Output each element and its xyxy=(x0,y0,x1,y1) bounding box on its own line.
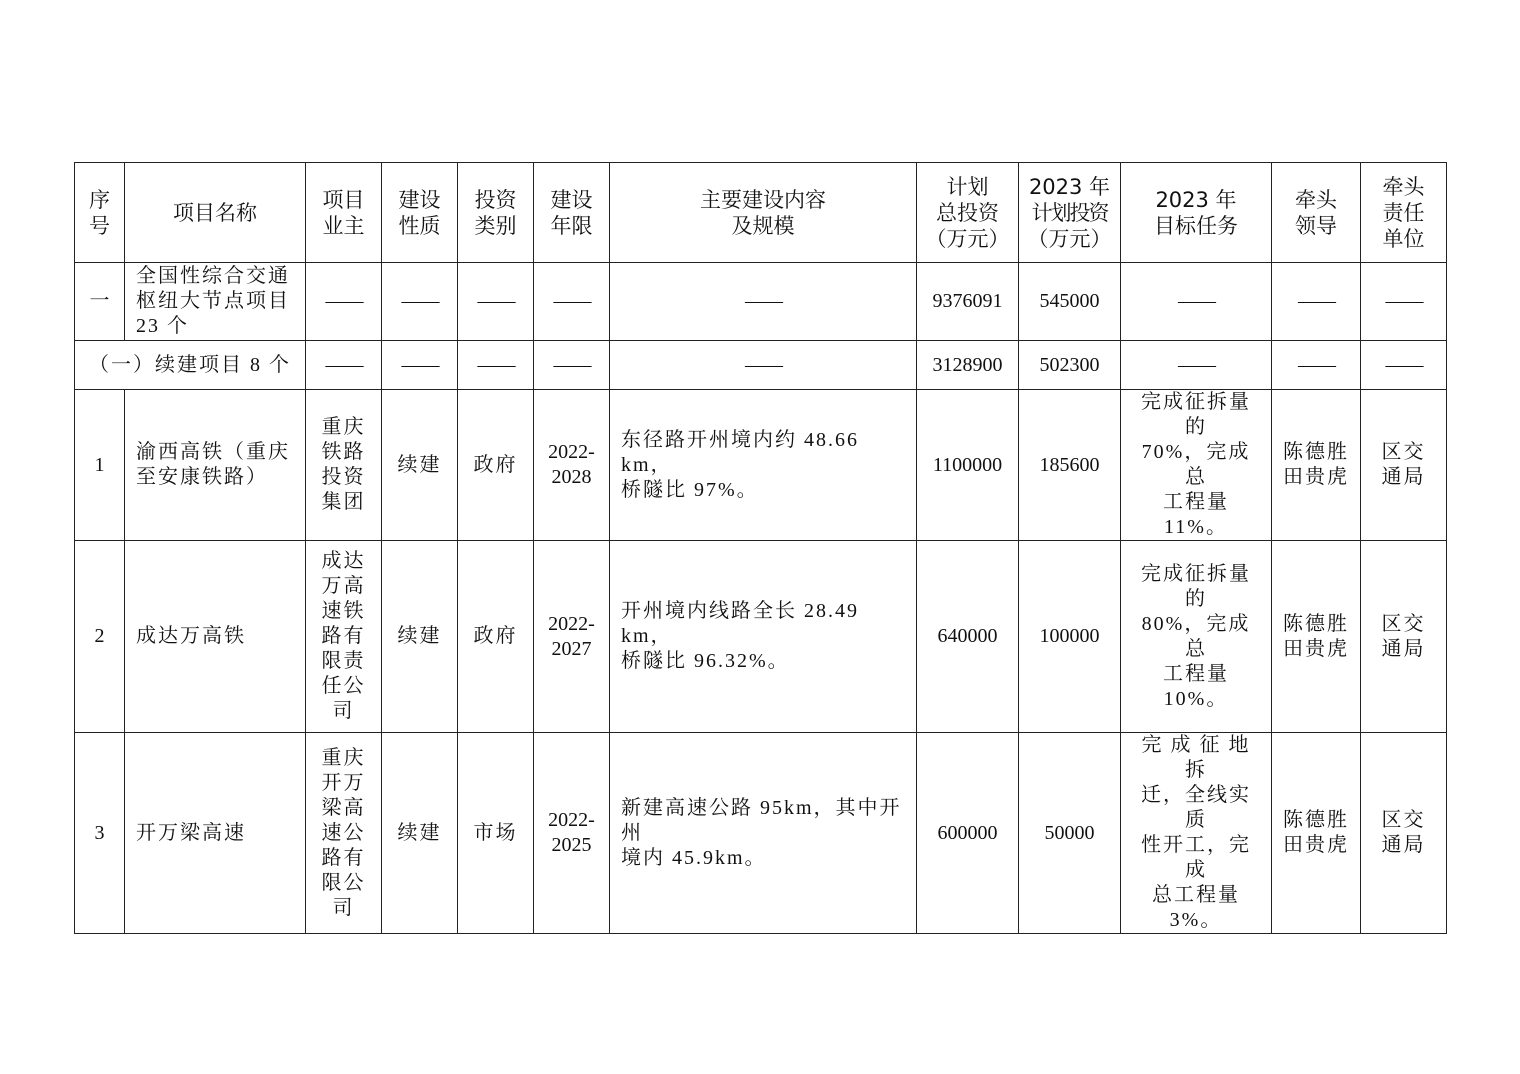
subtotal-owner: —— xyxy=(306,341,382,390)
subtotal-task: —— xyxy=(1121,341,1272,390)
summary-total: 9376091 xyxy=(917,263,1019,341)
row-seq: 3 xyxy=(75,733,125,934)
summary-name-line1: 全国性综合交通 xyxy=(136,265,290,287)
row-nature: 续建 xyxy=(382,541,458,733)
row-period-line1: 2022- xyxy=(548,612,595,635)
row-task-line4: 总工程量 3%。 xyxy=(1152,884,1240,931)
table-row xyxy=(75,541,1447,733)
row-target-task xyxy=(1121,390,1272,541)
row-leader-line1: 陈德胜 xyxy=(1283,441,1349,463)
row-task-line2: 80%，完成总 xyxy=(1141,612,1251,660)
subtotal-category: —— xyxy=(458,341,534,390)
projects-table xyxy=(74,162,1447,934)
row-content-line2: 桥隧比 96.32%。 xyxy=(621,650,790,672)
header-category: 投资类别 xyxy=(458,163,534,263)
summary-unit: —— xyxy=(1361,263,1447,341)
summary-leader: —— xyxy=(1272,263,1361,341)
subtotal-unit: —— xyxy=(1361,341,1447,390)
summary-name-line2: 枢纽大节点项目 xyxy=(136,290,290,312)
row-leader xyxy=(1272,541,1361,733)
subtotal-leader: —— xyxy=(1272,341,1361,390)
row-period xyxy=(534,390,610,541)
row-project-name-line1: 成达万高铁 xyxy=(136,625,246,647)
row-period-line1: 2022- xyxy=(548,809,595,831)
header-task-line1: 2023 年 xyxy=(1155,187,1237,212)
header-content-line1: 主要建设内容 xyxy=(700,187,826,212)
row-owner: 重庆铁路投资集团 xyxy=(306,390,382,541)
row-unit xyxy=(1361,541,1447,733)
header-2023-line3: （万元） xyxy=(1027,226,1112,251)
header-2023-investment xyxy=(1019,163,1121,263)
row-category: 市场 xyxy=(458,733,534,934)
row-project-name-line1: 开万梁高速 xyxy=(136,821,246,844)
header-nature: 建设性质 xyxy=(382,163,458,263)
summary-name xyxy=(125,263,306,341)
row-unit-line2: 通局 xyxy=(1381,466,1426,488)
row-project-name xyxy=(125,390,306,541)
summary-category: —— xyxy=(458,263,534,341)
row-leader-line1: 陈德胜 xyxy=(1283,612,1349,635)
row-unit-line2: 通局 xyxy=(1381,834,1426,856)
row-content-line2: 桥隧比 97%。 xyxy=(621,478,759,501)
row-task-line2: 迁，全线实质 xyxy=(1141,784,1251,831)
row-category: 政府 xyxy=(458,390,534,541)
summary-task: —— xyxy=(1121,263,1272,341)
row-period-line2: 2027 xyxy=(551,637,592,660)
header-content-line2: 及规模 xyxy=(731,213,795,238)
header-2023-line1: 2023 年 xyxy=(1028,174,1111,199)
header-leader: 牵头领导 xyxy=(1272,163,1361,263)
header-total xyxy=(917,163,1019,263)
summary-name-line3: 23 个 xyxy=(136,315,189,337)
row-leader-line2: 田贵虎 xyxy=(1283,637,1349,660)
header-owner: 项目业主 xyxy=(306,163,382,263)
header-seq: 序号 xyxy=(75,163,125,263)
header-row xyxy=(75,163,1447,263)
row-task-line1: 完 成 征 地 拆 xyxy=(1141,734,1251,781)
row-content xyxy=(610,541,917,733)
row-total-investment: 1100000 xyxy=(917,390,1019,541)
row-task-line3: 工程量 11%。 xyxy=(1163,491,1229,538)
row-period xyxy=(534,541,610,733)
row-unit-line1: 区交 xyxy=(1381,612,1426,635)
row-content-line2: 境内 45.9km。 xyxy=(621,846,767,869)
row-target-task xyxy=(1121,541,1272,733)
row-content-line1: 开州境内线路全长 28.49 km， xyxy=(621,600,859,647)
row-nature: 续建 xyxy=(382,733,458,934)
row-owner: 重庆开万梁高速公路有限公司 xyxy=(306,733,382,934)
row-period-line1: 2022- xyxy=(548,441,595,463)
subtotal-nature: —— xyxy=(382,341,458,390)
subtotal-row xyxy=(75,341,1447,390)
header-total-line1: 计划 xyxy=(946,174,989,199)
row-period-line2: 2028 xyxy=(551,466,592,488)
table-row xyxy=(75,733,1447,934)
row-period xyxy=(534,733,610,934)
row-nature: 续建 xyxy=(382,390,458,541)
row-project-name xyxy=(125,733,306,934)
row-seq: 2 xyxy=(75,541,125,733)
summary-period: —— xyxy=(534,263,610,341)
subtotal-period: —— xyxy=(534,341,610,390)
row-unit-line1: 区交 xyxy=(1381,809,1426,831)
row-unit xyxy=(1361,733,1447,934)
row-leader-line1: 陈德胜 xyxy=(1283,809,1349,831)
summary-content: —— xyxy=(610,263,917,341)
header-task xyxy=(1121,163,1272,263)
row-target-task xyxy=(1121,733,1272,934)
row-leader xyxy=(1272,390,1361,541)
summary-owner: —— xyxy=(306,263,382,341)
header-unit: 牵头责任单位 xyxy=(1361,163,1447,263)
row-task-line2: 70%，完成总 xyxy=(1141,441,1251,488)
table-row xyxy=(75,390,1447,541)
row-2023-investment: 100000 xyxy=(1019,541,1121,733)
row-leader-line2: 田贵虎 xyxy=(1283,834,1349,856)
header-period: 建设年限 xyxy=(534,163,610,263)
row-unit xyxy=(1361,390,1447,541)
row-task-line1: 完成征拆量的 xyxy=(1141,391,1251,438)
row-content-line1: 新建高速公路 95km，其中开州 xyxy=(621,796,902,844)
row-task-line3: 性开工，完成 xyxy=(1141,834,1251,881)
row-task-line1: 完成征拆量的 xyxy=(1141,562,1251,610)
header-total-line3: （万元） xyxy=(925,226,1010,251)
row-project-name xyxy=(125,541,306,733)
header-total-line2: 总投资 xyxy=(936,200,999,225)
row-period-line2: 2025 xyxy=(551,834,592,856)
subtotal-content: —— xyxy=(610,341,917,390)
row-2023-investment: 50000 xyxy=(1019,733,1121,934)
row-category: 政府 xyxy=(458,541,534,733)
row-unit-line2: 通局 xyxy=(1381,637,1426,660)
row-project-name-line1: 渝西高铁（重庆 xyxy=(136,441,290,463)
row-unit-line1: 区交 xyxy=(1381,441,1426,463)
row-content xyxy=(610,390,917,541)
subtotal-2023: 502300 xyxy=(1019,341,1121,390)
summary-nature: —— xyxy=(382,263,458,341)
row-total-investment: 640000 xyxy=(917,541,1019,733)
subtotal-label: （一）续建项目 8 个 xyxy=(75,341,306,390)
row-project-name-line2: 至安康铁路） xyxy=(136,466,268,488)
header-task-line2: 目标任务 xyxy=(1154,213,1238,238)
row-leader xyxy=(1272,733,1361,934)
row-seq: 1 xyxy=(75,390,125,541)
summary-2023: 545000 xyxy=(1019,263,1121,341)
row-task-line3: 工程量 10%。 xyxy=(1163,662,1229,710)
summary-row xyxy=(75,263,1447,341)
row-content-line1: 东径路开州境内约 48.66 km， xyxy=(621,428,859,476)
row-leader-line2: 田贵虎 xyxy=(1283,466,1349,488)
row-owner: 成达万高速铁路有限责任公司 xyxy=(306,541,382,733)
header-2023-line2: 计划投资 xyxy=(1031,200,1108,225)
row-total-investment: 600000 xyxy=(917,733,1019,934)
header-name: 项目名称 xyxy=(125,163,306,263)
row-content xyxy=(610,733,917,934)
summary-seq: 一 xyxy=(75,263,125,341)
row-2023-investment: 185600 xyxy=(1019,390,1121,541)
subtotal-total: 3128900 xyxy=(917,341,1019,390)
header-content xyxy=(610,163,917,263)
